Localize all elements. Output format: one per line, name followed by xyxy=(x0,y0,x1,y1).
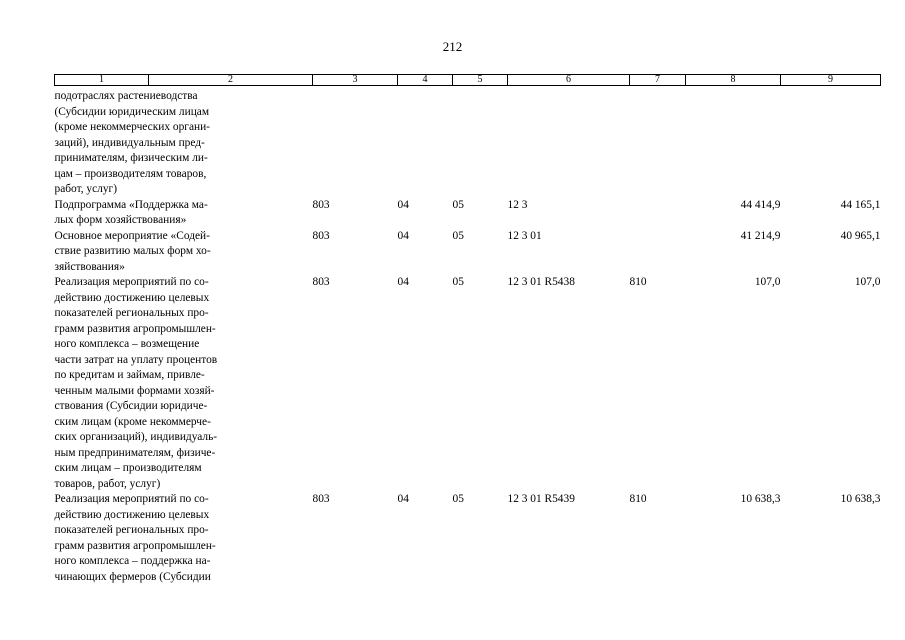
cell-target-article: 12 3 xyxy=(507,198,528,211)
cell-section-code: 04 xyxy=(397,198,409,211)
cell-subsection-code: 05 xyxy=(452,493,464,505)
cell-section-code xyxy=(398,86,453,198)
cell-subsection-code: 05 xyxy=(452,229,464,242)
cell-subsection-code: 05 xyxy=(452,198,464,211)
row-name: Реализация мероприятий по со- действию достижению целевых показателей региональных про- грамм развития агропромышлен- ного комплекса – возмещение части затрат на уплату процентов по кредитам и займам, привле- ченным малыми формами хозяй- ствования (Субсидии юридиче- ским лицам (кроме некоммерче- ских организаций), индивидуаль- ным предпринимателям, физиче- ским лицам – производителям товаров, работ, услуг) xyxy=(54,276,218,490)
table-row xyxy=(55,275,881,492)
cell-expense-type xyxy=(630,198,686,229)
cell-ministry-code: 803 xyxy=(312,493,330,505)
cell-subsection-code xyxy=(453,86,508,198)
cell-ministry-code: 803 xyxy=(312,229,330,242)
cell-subsection-code: 05 xyxy=(452,276,464,288)
column-header: 4 xyxy=(398,75,453,86)
cell-section-code: 04 xyxy=(397,229,409,242)
cell-expense-type: 810 xyxy=(629,276,647,288)
budget-table xyxy=(54,74,881,585)
cell-ministry-code: 803 xyxy=(312,198,330,211)
cell-expense-type: 810 xyxy=(629,493,647,505)
column-header: 9 xyxy=(781,75,881,86)
table-row xyxy=(55,86,881,198)
column-header: 3 xyxy=(313,75,398,86)
row-name: Основное мероприятие «Содей- ствие развитию малых форм хо- зяйствования» xyxy=(54,229,211,273)
cell-ministry-code: 803 xyxy=(312,276,330,288)
cell-ministry-code xyxy=(313,86,398,198)
cell-section-code: 04 xyxy=(397,493,409,505)
cell-amount-2: 107,0 xyxy=(854,276,881,288)
column-header: 5 xyxy=(453,75,508,86)
column-header: 8 xyxy=(686,75,781,86)
cell-target-article xyxy=(508,86,630,198)
cell-amount-1: 41 214,9 xyxy=(740,229,781,242)
row-name: подотраслях растениеводства (Субсидии юридическим лицам (кроме некоммерческих органи- заций), индивидуальным пред- принимателям, физическим ли- цам – производителям товаров, работ, услуг) xyxy=(54,90,210,195)
table-row xyxy=(55,492,881,585)
column-header: 6 xyxy=(508,75,630,86)
cell-section-code: 04 xyxy=(397,276,409,288)
cell-amount-2: 40 965,1 xyxy=(840,229,881,242)
cell-amount-2: 10 638,3 xyxy=(840,493,881,505)
cell-expense-type xyxy=(630,229,686,276)
column-header: 1 xyxy=(55,75,149,86)
cell-target-article: 12 3 01 xyxy=(507,229,542,242)
page-number: 212 xyxy=(442,39,463,54)
column-header: 2 xyxy=(149,75,313,86)
cell-amount-1: 107,0 xyxy=(754,276,781,288)
cell-amount-1: 44 414,9 xyxy=(740,198,781,211)
cell-target-article: 12 3 01 R5439 xyxy=(507,493,575,505)
cell-amount-2 xyxy=(781,86,881,198)
table-row xyxy=(55,198,881,229)
row-name: Подпрограмма «Поддержка ма- лых форм хозяйствования» xyxy=(54,198,208,226)
cell-amount-1: 10 638,3 xyxy=(740,493,781,505)
cell-expense-type xyxy=(630,86,686,198)
cell-amount-2: 44 165,1 xyxy=(840,198,881,211)
cell-amount-1 xyxy=(686,86,781,198)
column-header: 7 xyxy=(630,75,686,86)
row-name: Реализация мероприятий по со- действию достижению целевых показателей региональных про- грамм развития агропромышлен- ного комплекса – поддержка на- чинающих фермеров (Субсидии xyxy=(54,493,216,583)
cell-target-article: 12 3 01 R5438 xyxy=(507,276,575,288)
table-header-row xyxy=(55,75,881,86)
table-row xyxy=(55,229,881,276)
